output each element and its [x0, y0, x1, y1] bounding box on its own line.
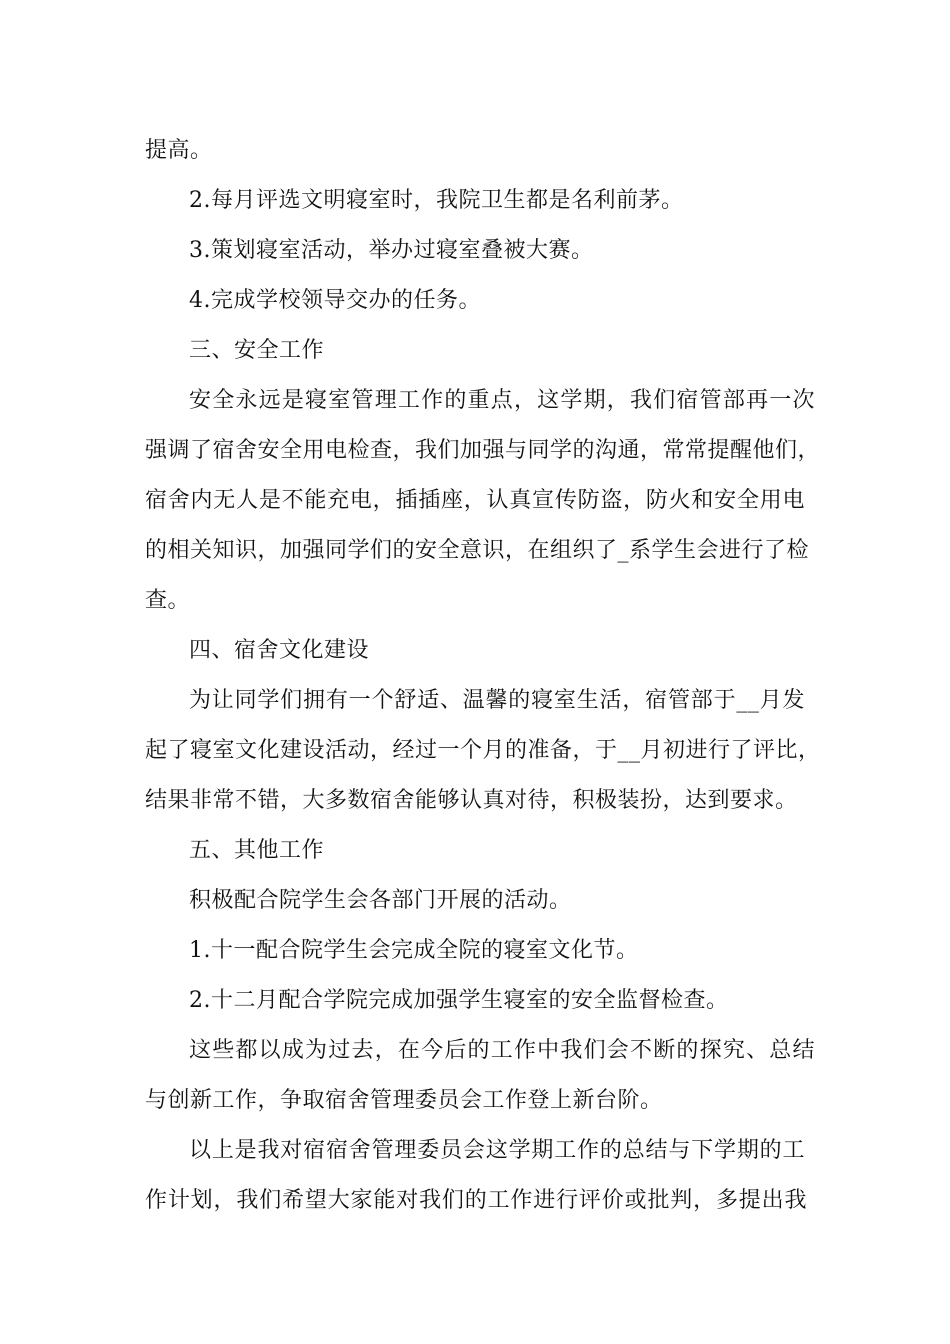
paragraph-line: 这些都以成为过去，在今后的工作中我们会不断的探究、总结	[189, 1038, 815, 1063]
section-heading: 三、安全工作	[189, 338, 325, 363]
paragraph-line: 结果非常不错，大多数宿舍能够认真对待，积极装扮，达到要求。	[145, 788, 798, 813]
paragraph-line: 宿舍内无人是不能充电，插插座，认真宣传防盗，防火和安全用电	[145, 488, 805, 513]
paragraph-line: 与创新工作，争取宿舍管理委员会工作登上新台阶。	[145, 1088, 663, 1113]
paragraph-line: 查。	[145, 588, 191, 613]
text-line: 提高。	[145, 138, 213, 163]
list-item: 4.完成学校领导交办的任务。	[189, 288, 481, 313]
paragraph-line: 起了寝室文化建设活动，经过一个月的准备，于__月初进行了评比，	[145, 738, 821, 763]
paragraph-line: 积极配合院学生会各部门开展的活动。	[189, 888, 572, 913]
paragraph-line: 安全永远是寝室管理工作的重点，这学期，我们宿管部再一次	[189, 388, 815, 413]
paragraph-line: 的相关知识，加强同学们的安全意识，在组织了_系学生会进行了检	[145, 538, 810, 563]
paragraph-line: 为让同学们拥有一个舒适、温馨的寝室生活，宿管部于__月发	[189, 688, 805, 713]
paragraph-line: 以上是我对宿宿舍管理委员会这学期工作的总结与下学期的工	[189, 1138, 805, 1163]
paragraph-line: 强调了宿舍安全用电检查，我们加强与同学的沟通，常常提醒他们，	[145, 438, 821, 463]
section-heading: 五、其他工作	[189, 838, 325, 863]
list-item: 3.策划寝室活动，举办过寝室叠被大赛。	[189, 238, 594, 263]
list-item: 2.每月评选文明寝室时，我院卫生都是名利前茅。	[189, 188, 684, 213]
list-item: 1.十一配合院学生会完成全院的寝室文化节。	[189, 938, 639, 963]
section-heading: 四、宿舍文化建设	[189, 638, 370, 663]
list-item: 2.十二月配合学院完成加强学生寝室的安全监督检查。	[189, 988, 729, 1013]
paragraph-line: 作计划，我们希望大家能对我们的工作进行评价或批判，多提出我	[145, 1188, 807, 1213]
